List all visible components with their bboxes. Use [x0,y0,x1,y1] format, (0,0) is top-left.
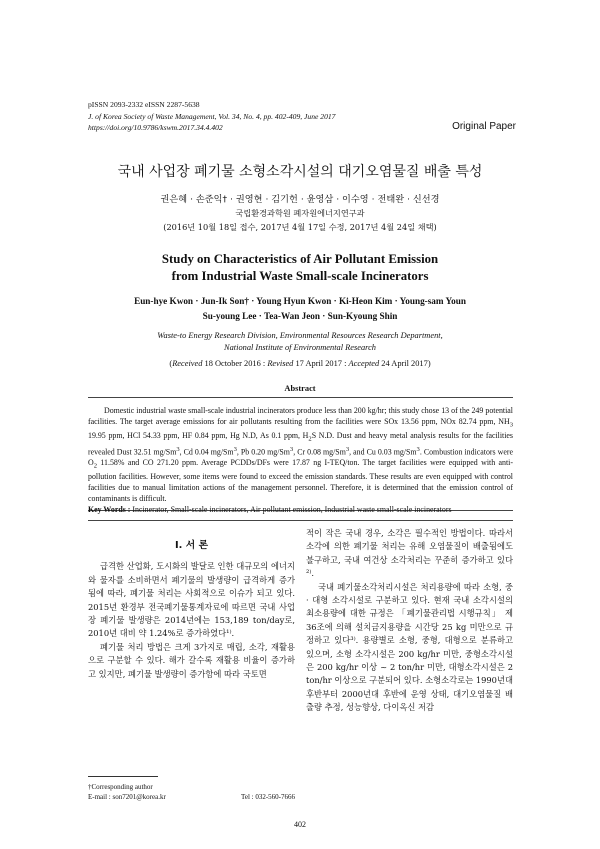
abstract-part: , Cd 0.04 mg/Sm [179,447,234,457]
footnote [88,782,295,802]
abstract-heading: Abstract [284,384,316,393]
english-authors-line1: Eun-hye Kwon · Jun-Ik Son† · Young Hyun Kwon · Ki-Heon Kim · Young-sam Youn [134,296,466,306]
superscript: 3 [416,445,420,453]
keywords-label: Key Words : [88,505,131,514]
divider [88,520,513,521]
abstract-box [88,397,513,511]
body-column-left [88,527,295,681]
superscript: 3 [289,445,294,453]
abstract-part: S N.D. Dust and heavy metal analysis results for the facilities revealed Dust 32.51 mg/Sm [88,430,513,457]
korean-authors: 권은혜 · 손준익† · 권영현 · 김기헌 · 윤영삼 · 이수영 · 전태완 · 신선경 [160,194,440,205]
english-authors-line2: Su-young Lee · Tea-Wan Jeon · Sun-Kyoung Shin [202,311,398,321]
english-affiliation-line1: Waste-to Energy Research Division, Environmental Resources Research Department, [157,331,443,340]
superscript: 3 [176,445,180,453]
abstract-part: . Combustion indicators were O [88,447,513,468]
journal-header [88,99,335,134]
english-authors [0,294,600,324]
section-heading: I. 서 론 [174,540,209,551]
abstract-part: , Cr 0.08 mg/Sm [293,447,346,457]
accepted-date: 24 April 2017 [379,359,428,368]
superscript: 3 [233,445,237,453]
subscript: 2 [308,435,312,443]
journal-citation: J. of Korea Society of Waste Management, Vol. 34, No. 4, pp. 402-409, June 2017 [88,111,336,121]
korean-title: 국내 사업장 폐기물 소형소각시설의 대기오염물질 배출 특성 [117,164,483,180]
english-title-line2: from Industrial Waste Small-scale Incinerators [171,269,429,283]
received-label: Received [172,359,203,368]
revised-label: Revised [267,359,294,368]
abstract-part: 11.58% and CO 271.20 ppm. Average PCDDs/DFs were 17.87 ng I-TEQ/ton. The target facilities were equipped with anti-pollution facilities. However, some items were found to exceed the emission standards. These results are even equipped with control facilities due to manual limitation actions of the management personnel. Therefore, it is determined that the emission control of contaminants is difficult. [88,458,513,503]
paper-type-label: Original Paper [452,121,516,132]
page-number: 402 [294,820,306,829]
footnote-tel: Tel : 032-560-7666 [241,793,295,801]
footnote-email[interactable]: E-mail : son7201@korea.kr [88,793,166,801]
english-affiliation [0,330,600,353]
superscript: 3 [345,445,350,453]
korean-dates: (2016년 10월 18일 접수, 2017년 4월 17일 수정, 2017년 4월 24일 채택) [163,222,437,232]
english-affiliation-line2: National Institute of Environmental Research [224,342,376,352]
keywords [88,505,513,514]
english-title [0,251,600,285]
abstract-part: , Pb 0.20 mg/Sm [236,447,290,457]
footnote-label: †Corresponding author [88,783,153,791]
abstract-part: Domestic industrial waste small-scale industrial incinerators produce less than 200 kg/hr; this study chose 13 of the 249 potential facilities. The target average emissions for air pollutants resulting from the facilities were SOx 13.56 ppm, NOx 82.74 ppm, NH [88,406,513,426]
abstract-part: 19.95 ppm, HCl 54.33 ppm, HF 0.84 ppm, Hg N.D, As 0.1 ppm, H [88,430,309,440]
abstract-text [88,406,513,504]
korean-affiliation: 국립환경과학원 폐자원에너지연구과 [235,208,365,218]
body-paragraph: 적이 작은 국내 경우, 소각은 필수적인 방법이다. 따라서 소각에 의한 폐기물 처리는 유해 오염물질이 배출됨에도 불구하고, 국내 여건상 소각처리는 꾸준히 증가하고 있다²⁾. [306,528,513,579]
accepted-label: Accepted [348,359,380,368]
received-date: 18 October 2016 : [202,359,268,368]
subscript: 2 [93,462,97,470]
doi-link[interactable]: https://doi.org/10.9786/kswm.2017.34.4.402 [88,123,223,132]
english-title-line1: Study on Characteristics of Air Pollutant Emission [161,252,439,266]
keywords-text: Incinerator, Small-scale incinerators, Air pollutant emission, Industrial waste small-scale incinerators [130,505,452,514]
body-column-right [306,527,513,715]
body-paragraph: 국내 폐기물소각처리시설은 처리용량에 따라 소형, 중 · 대형 소각시설로 구분하고 있다. 현재 국내 소각시설의 최소용량에 대한 규정은 「폐기물관리법 시행규칙」 제 36조에 의해 설치금지용량을 시간당 25 kg 미만으로 규정하고 있다³⁾. 용량별로 소형, 중형, 대형으로 분류하고 있으며, 소형 소각시설은 200 kg/hr 미만, 중형소각시설은 200 kg/hr 이상 ~ 2 ton/hr 미만, 대형소각시설은 2 ton/hr 이상으로 구분되어 있다. 소형소각로는 1990년대 후반부터 2000년대 후반에 운영 상태, 대기오염물질 배출량 추정, 성능향상, 다이옥신 저감 [306,581,513,713]
footnote-rule [88,776,158,777]
revised-date: 17 April 2017 : [293,359,349,368]
issn-line: pISSN 2093-2332 eISSN 2287-5638 [88,100,200,109]
body-paragraph: 급격한 산업화, 도시화의 발달로 인한 대규모의 에너지와 물자를 소비하면서 폐기물의 발생량이 급격하게 증가됨에 따라, 폐기물 처리는 사회적으로 이슈가 되고 있다. 2015년 환경부 전국폐기물통계자료에 따르면 국내 사업장 폐기물 발생량은 2014년에는 153,189 ton/day로, 2010년 대비 약 1.24%로 증가하였다¹⁾. [88,561,295,639]
subscript: 3 [509,421,513,429]
english-dates: (Received 18 October 2016 : Revised 17 April 2017 : Accepted 24 April 2017) [169,359,431,368]
body-paragraph: 폐기물 처리 방법은 크게 3가지로 매립, 소각, 재활용으로 구분할 수 있다. 해가 갈수록 재활용 비율이 증가하고 있지만, 폐기물 발생량이 증가함에 따라 국토면 [88,641,295,679]
abstract-part: , and Cu 0.03 mg/Sm [349,447,417,457]
